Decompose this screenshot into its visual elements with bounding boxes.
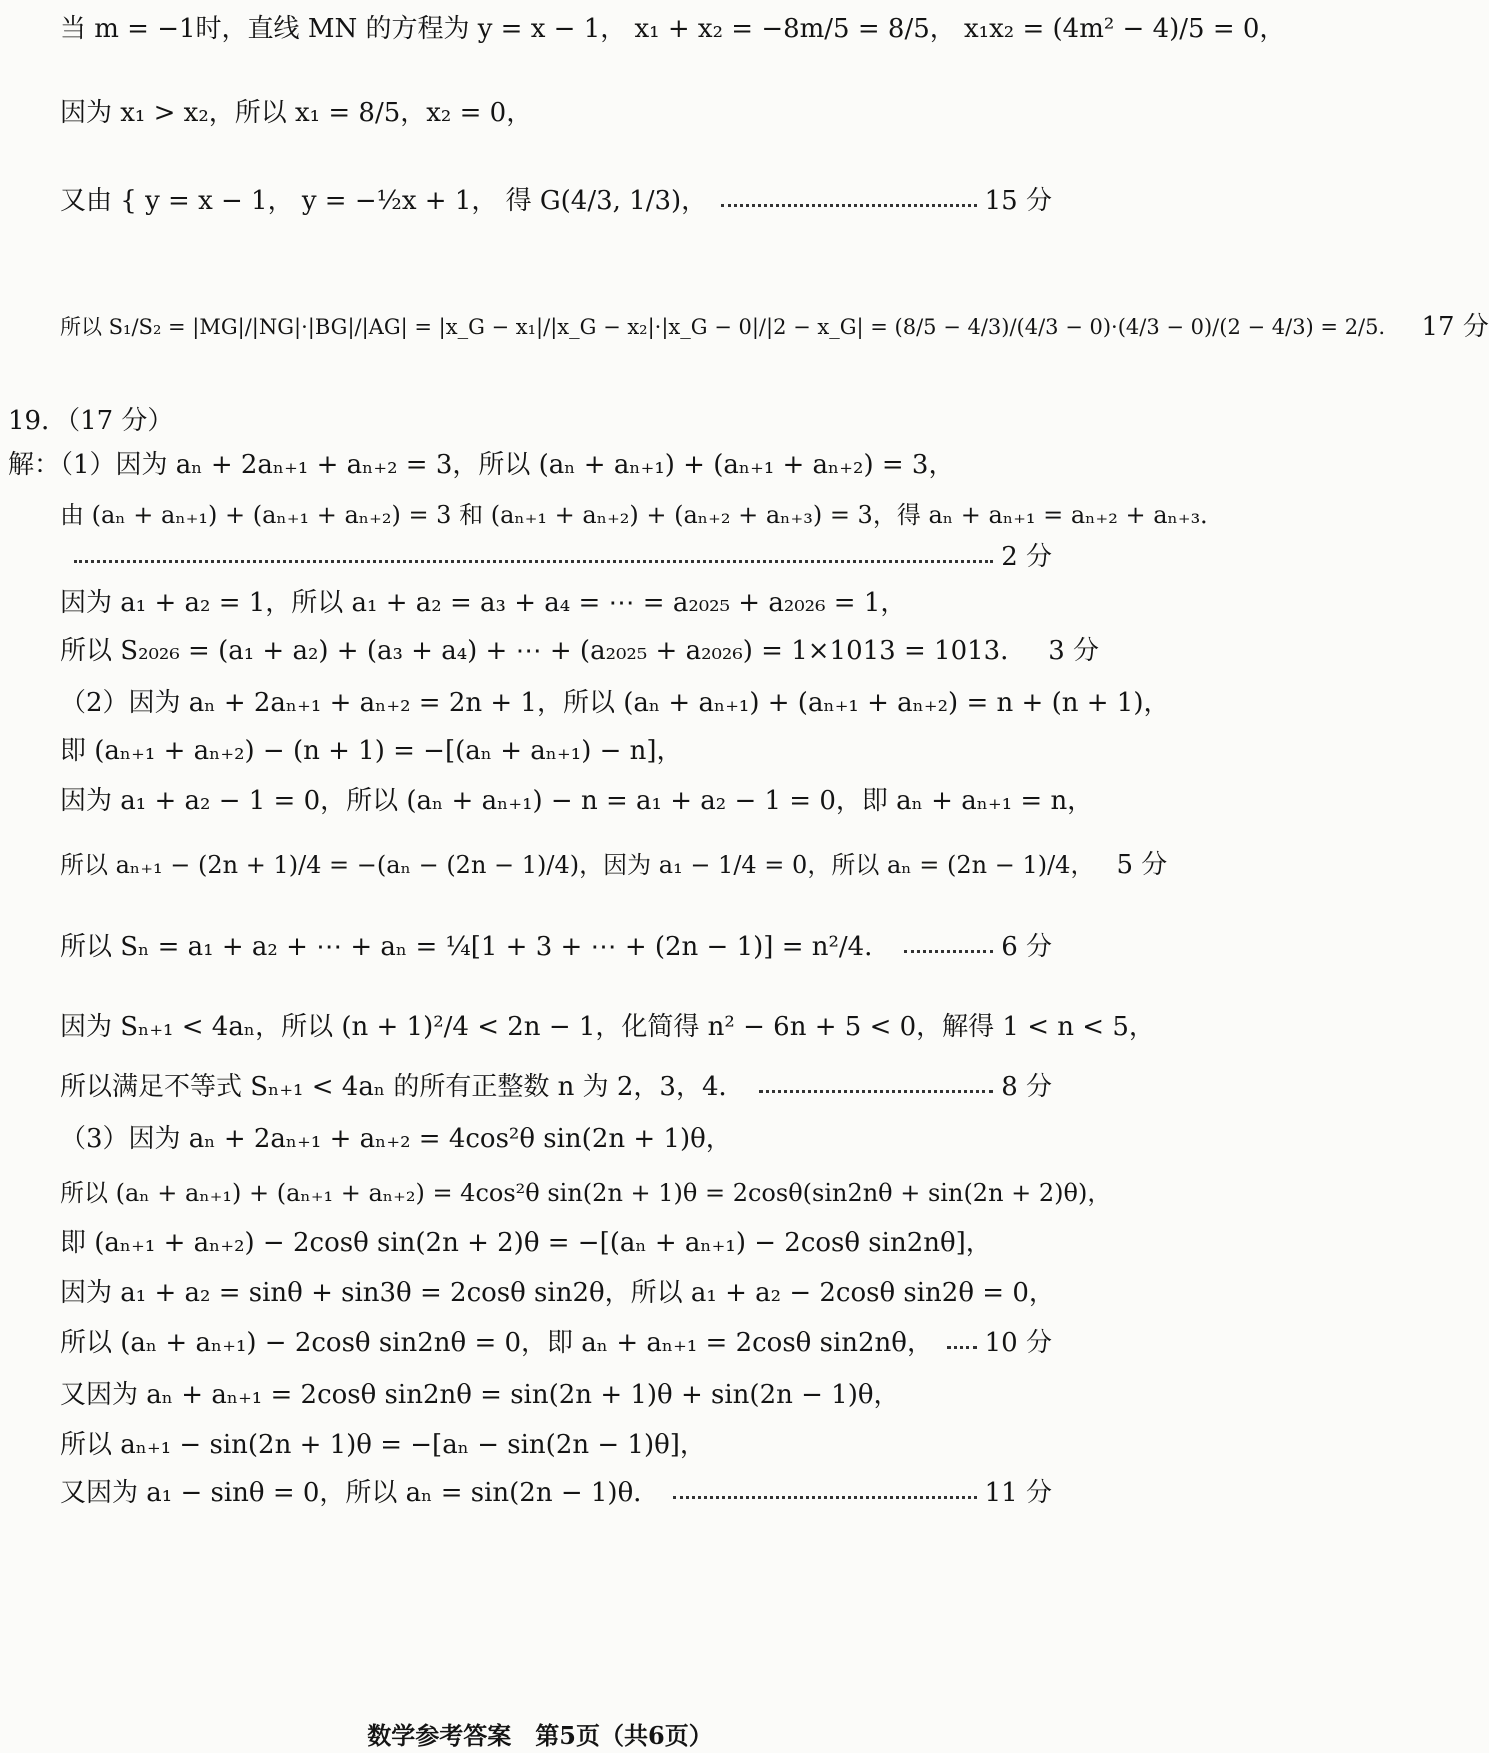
line-text: 因为 a₁ + a₂ = 1，所以 a₁ + a₂ = a₃ + a₄ = ⋯ = a₂₀₂₅ + a₂₀₂₆ = 1， bbox=[60, 588, 907, 618]
line-15 bbox=[60, 930, 1052, 964]
line-text: 因为 a₁ + a₂ = sinθ + sin3θ = 2cosθ sin2θ，所以 a₁ + a₂ − 2cosθ sin2θ = 0， bbox=[60, 1278, 1055, 1308]
line-17 bbox=[60, 1070, 1052, 1104]
line-23 bbox=[60, 1378, 1052, 1412]
score-label: 2 分 bbox=[1001, 542, 1052, 572]
line-3 bbox=[60, 184, 1052, 218]
line-text: （3）因为 aₙ + 2aₙ₊₁ + aₙ₊₂ = 4cos²θ sin(2n + 1)θ， bbox=[60, 1124, 732, 1154]
line-text: 即 (aₙ₊₁ + aₙ₊₂) − (n + 1) = −[(aₙ + aₙ₊₁) − n]， bbox=[60, 736, 683, 766]
score-label: 8 分 bbox=[1001, 1072, 1052, 1102]
line-text: 所以 aₙ₊₁ − (2n + 1)/4 = −(aₙ − (2n − 1)/4)，因为 a₁ − 1/4 = 0，所以 aₙ = (2n − 1)/4， bbox=[60, 851, 1095, 879]
score-label: 3 分 bbox=[1048, 636, 1100, 666]
line-11 bbox=[60, 686, 1170, 720]
line-2 bbox=[60, 96, 1052, 130]
score-label: 17 分 bbox=[1421, 312, 1489, 342]
dot-leader bbox=[904, 950, 993, 953]
line-text: 19．（17 分） bbox=[8, 406, 174, 436]
line-14 bbox=[60, 848, 1168, 882]
score-label: 10 分 bbox=[984, 1328, 1052, 1358]
problem-heading bbox=[8, 404, 1052, 438]
line-10 bbox=[60, 634, 1100, 668]
line-text: 解：（1）因为 aₙ + 2aₙ₊₁ + aₙ₊₂ = 3，所以 (aₙ + aₙ₊₁) + (aₙ₊₁ + aₙ₊₂) = 3， bbox=[8, 450, 955, 480]
line-19 bbox=[60, 1176, 1112, 1210]
line-text: 因为 x₁ > x₂，所以 x₁ = 8/5，x₂ = 0， bbox=[60, 98, 533, 128]
line-text: 所以 aₙ₊₁ − sin(2n + 1)θ = −[aₙ − sin(2n − 1)θ]， bbox=[60, 1430, 706, 1460]
line-6 bbox=[8, 448, 1052, 482]
score-label: 6 分 bbox=[1001, 932, 1052, 962]
score-label: 11 分 bbox=[984, 1478, 1052, 1508]
line-4 bbox=[60, 310, 1489, 344]
line-8 bbox=[60, 540, 1052, 574]
score-label: 15 分 bbox=[984, 186, 1052, 216]
line-text: 所以 (aₙ + aₙ₊₁) + (aₙ₊₁ + aₙ₊₂) = 4cos²θ sin(2n + 1)θ = 2cosθ(sin2nθ + sin(2n + 2)θ)， bbox=[60, 1179, 1112, 1207]
dot-leader bbox=[673, 1496, 976, 1499]
line-text: 所以 S₂₀₂₆ = (a₁ + a₂) + (a₃ + a₄) + ⋯ + (a₂₀₂₅ + a₂₀₂₆) = 1×1013 = 1013． bbox=[60, 636, 1027, 666]
line-25 bbox=[60, 1476, 1052, 1510]
line-7 bbox=[60, 498, 1225, 532]
line-24 bbox=[60, 1428, 1052, 1462]
line-text: 所以满足不等式 Sₙ₊₁ < 4aₙ 的所有正整数 n 为 2，3，4． bbox=[60, 1072, 745, 1102]
dot-leader bbox=[947, 1346, 977, 1349]
line-text: 当 m = −1时，直线 MN 的方程为 y = x − 1， x₁ + x₂ = −8m/5 = 8/5， x₁x₂ = (4m² − 4)/5 = 0， bbox=[60, 14, 1286, 44]
line-21 bbox=[60, 1276, 1055, 1310]
line-1 bbox=[60, 12, 1286, 46]
page-footer: 数学参考答案 第5页（共6页） bbox=[367, 1721, 713, 1750]
line-20 bbox=[60, 1226, 1052, 1260]
line-12 bbox=[60, 734, 1052, 768]
line-22 bbox=[60, 1326, 1052, 1360]
line-text: 所以 S₁/S₂ = |MG|/|NG|·|BG|/|AG| = |x_G − x₁|/|x_G − x₂|·|x_G − 0|/|2 − x_G| = (8/5 − 4/3)/(4/3 − 0)·(4/3 − 0)/(2 − 4/3) = 2/5． bbox=[60, 315, 1400, 339]
line-text: （2）因为 aₙ + 2aₙ₊₁ + aₙ₊₂ = 2n + 1，所以 (aₙ + aₙ₊₁) + (aₙ₊₁ + aₙ₊₂) = n + (n + 1)， bbox=[60, 688, 1170, 718]
line-text: 又因为 aₙ + aₙ₊₁ = 2cosθ sin2nθ = sin(2n + 1)θ + sin(2n − 1)θ， bbox=[60, 1380, 900, 1410]
dot-leader bbox=[74, 560, 993, 563]
line-18 bbox=[60, 1122, 1052, 1156]
line-text: 由 (aₙ + aₙ₊₁) + (aₙ₊₁ + aₙ₊₂) = 3 和 (aₙ₊₁ + aₙ₊₂) + (aₙ₊₂ + aₙ₊₃) = 3，得 aₙ + aₙ₊₁ = aₙ₊₂ + aₙ₊₃． bbox=[60, 501, 1225, 529]
dot-leader bbox=[721, 204, 976, 207]
line-text: 因为 a₁ + a₂ − 1 = 0，所以 (aₙ + aₙ₊₁) − n = a₁ + a₂ − 1 = 0，即 aₙ + aₙ₊₁ = n， bbox=[60, 786, 1094, 816]
line-text: 所以 Sₙ = a₁ + a₂ + ⋯ + aₙ = ¼[1 + 3 + ⋯ + (2n − 1)] = n²/4． bbox=[60, 932, 891, 962]
line-text: 即 (aₙ₊₁ + aₙ₊₂) − 2cosθ sin(2n + 2)θ = −[(aₙ + aₙ₊₁) − 2cosθ sin2nθ]， bbox=[60, 1228, 992, 1258]
line-13 bbox=[60, 784, 1094, 818]
score-label: 5 分 bbox=[1116, 850, 1168, 880]
line-text: 因为 Sₙ₊₁ < 4aₙ，所以 (n + 1)²/4 < 2n − 1，化简得 n² − 6n + 5 < 0，解得 1 < n < 5， bbox=[60, 1012, 1155, 1042]
line-text: 又由 { y = x − 1， y = −½x + 1， 得 G(4/3, 1/3)， bbox=[60, 186, 708, 216]
line-text: 又因为 a₁ − sinθ = 0，所以 aₙ = sin(2n − 1)θ． bbox=[60, 1478, 660, 1508]
line-16 bbox=[60, 1010, 1155, 1044]
line-9 bbox=[60, 586, 1052, 620]
line-text: 所以 (aₙ + aₙ₊₁) − 2cosθ sin2nθ = 0，即 aₙ + aₙ₊₁ = 2cosθ sin2nθ， bbox=[60, 1328, 933, 1358]
dot-leader bbox=[759, 1090, 994, 1093]
